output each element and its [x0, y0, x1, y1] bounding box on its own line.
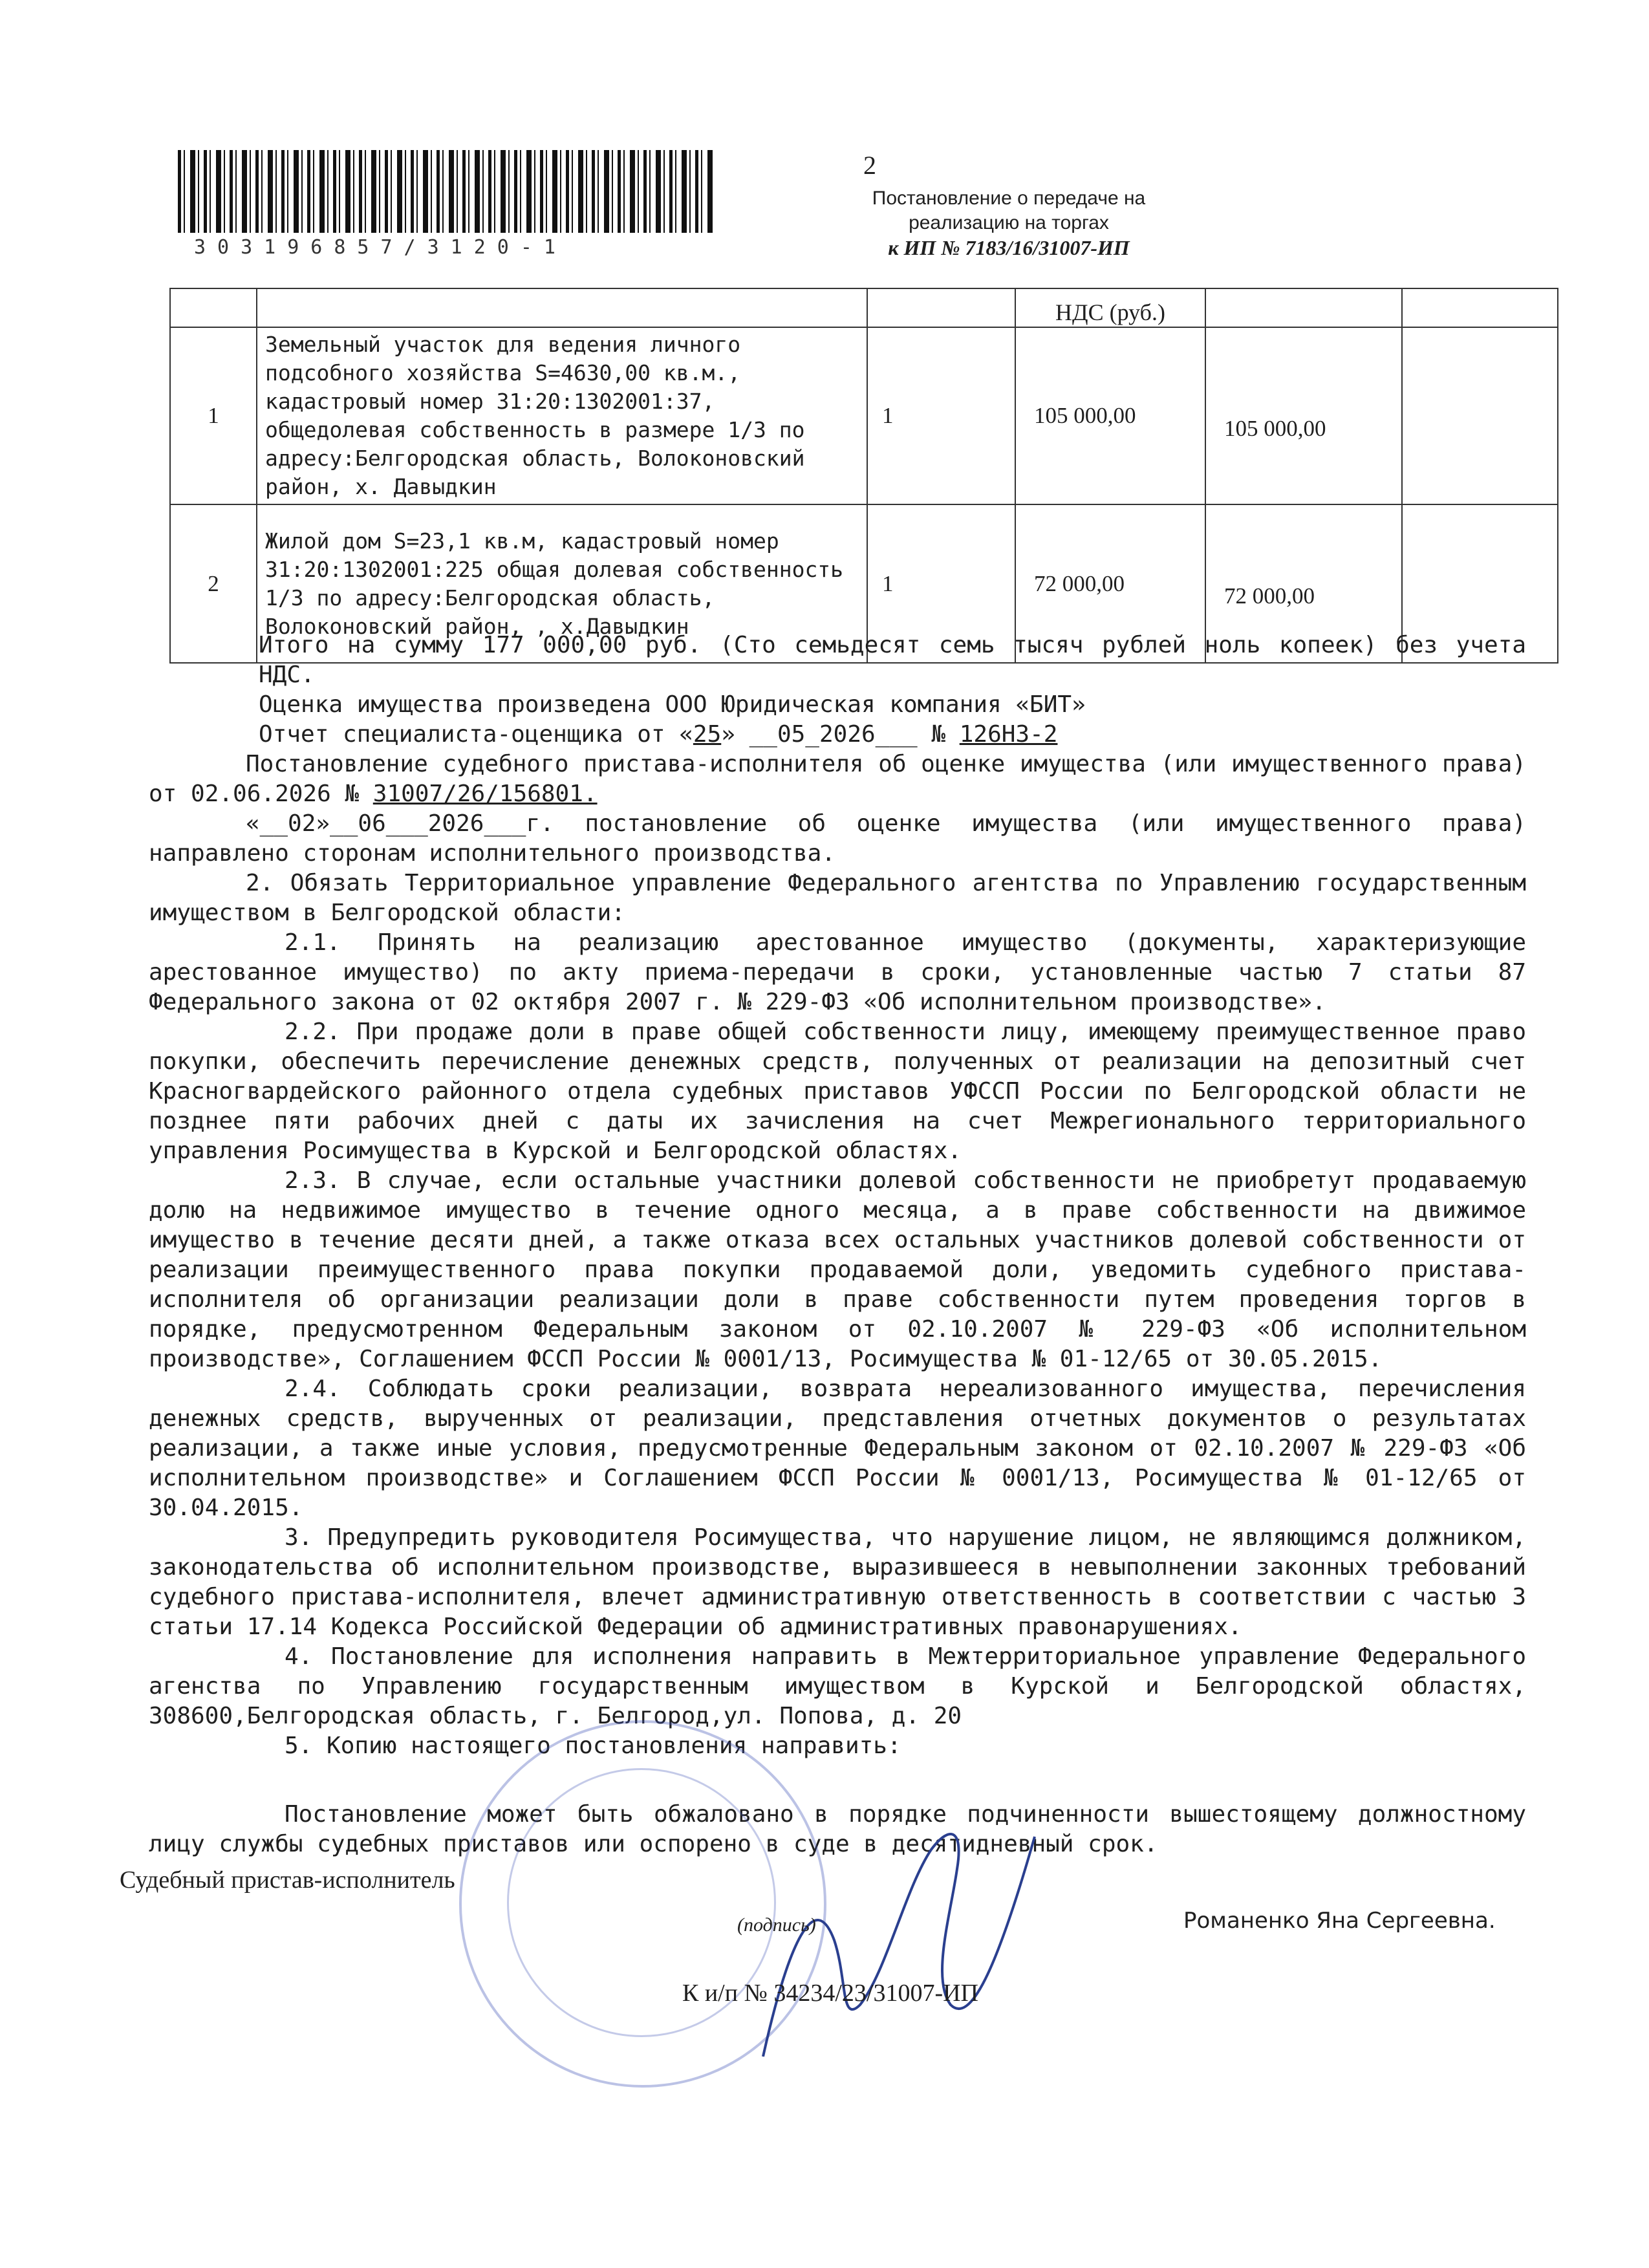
row-total: 72 000,00 — [1205, 504, 1402, 663]
paragraph-2: 2. Обязать Территориальное управление Федерального агентства по Управлению государственным имуществом в Белгородской области: — [149, 870, 1526, 926]
paragraph-2-2: 2.2. При продаже доли в праве общей собственности лицу, имеющему преимущественное право покупки, обеспечить перечисление денежных средств, полученных от реализации на депозитный счет Красногвардейского районного отдела судебных приставов УФССП России по Белгородской области не позднее пяти рабочих дней с даты их зачисления на счет Межрегионального территориального управления Росимущества в Курской и Белгородской областях. — [149, 1019, 1526, 1164]
barcode — [178, 150, 715, 233]
row-price: 72 000,00 — [1015, 504, 1205, 663]
row-price: 105 000,00 — [1015, 327, 1205, 504]
resolution-sent: «__02»__06___2026___г. постановление об оценке имущества (или имущественного права) направлено сторонам исполнительного производства. — [149, 810, 1526, 867]
row-number: 2 — [170, 504, 257, 663]
row-quantity: 1 — [867, 504, 1015, 663]
appeal-notice: Постановление может быть обжаловано в порядке подчиненности вышестоящему должностному лицу службы судебных приставов или оспорено в суде в десятидневный срок. — [149, 1801, 1526, 1857]
report-line: Отчет специалиста-оценщика от «25» __05_2026___ № 126НЗ-2 — [259, 721, 1058, 748]
report-number: 126НЗ-2 — [959, 721, 1058, 748]
signatory-title: Судебный пристав-исполнитель — [120, 1866, 455, 1894]
doc-title-line2: реализацию на торгах — [909, 212, 1109, 233]
paragraph-2-1: 2.1. Принять на реализацию арестованное имущество (документы, характеризующие арестованное имущество) по акту приема-передачи в сроки, установленные частью 7 статьи 87 Федерального закона от 02 октября 2007 г. № 229-ФЗ «Об исполнительном производстве». — [149, 929, 1526, 1015]
row-number: 1 — [170, 327, 257, 504]
signatory-name: Романенко Яна Сергеевна. — [1183, 1908, 1496, 1934]
handwritten-signature — [737, 1811, 1061, 2069]
document-reference — [834, 186, 1183, 260]
doc-ip-number: к ИП № 7183/16/31007-ИП — [888, 236, 1130, 259]
paragraph-3: 3. Предупредить руководителя Росимущества, что нарушение лицом, не являющимся должником, законодательства об исполнительном производстве, выразившееся в невыполнении законных требований судебного пристава-исполнителя, влечет административную ответственность в соответствии с частью 3 статьи 17.14 Кодекса Российской Федерации об административных правонарушениях. — [149, 1524, 1526, 1640]
table-row — [170, 327, 1558, 504]
total-sum: Итого на сумму 177 000,00 руб. (Сто семьдесят семь тысяч рублей ноль копеек) без учета НДС. — [259, 632, 1526, 688]
row-description: Земельный участок для ведения личного подсобного хозяйства S=4630,00 кв.м., кадастровый номер 31:20:1302001:37, общедолевая собственность в размере 1/3 по адресу:Белгородская область, Волоконовский район, х. Давыдкин — [257, 327, 867, 504]
doc-title-line1: Постановление о передаче на — [872, 188, 1146, 209]
document-body — [149, 631, 1526, 1859]
row-total: 105 000,00 — [1205, 327, 1402, 504]
report-day: 25 — [693, 721, 722, 748]
row-quantity: 1 — [867, 327, 1015, 504]
paragraph-5: 5. Копию настоящего постановления направить: — [285, 1733, 901, 1759]
appraiser-line: Оценка имущества произведена ООО Юридическая компания «БИТ» — [259, 691, 1086, 718]
resolution-number: 31007/26/156801. — [372, 781, 598, 807]
paragraph-2-3: 2.3. В случае, если остальные участники долевой собственности не приобретут продаваемую долю на недвижимое имущество в течение одного месяца, а в праве собственности на движимое имущество в течение десяти дней, а также отказа всех остальных участников долевой собственности от реализации преимущественного права покупки продаваемой доли, уведомить судебного пристава-исполнителя об организации реализации доли в праве собственности путем проведения торгов в порядке, предусмотренном Федеральным законом от 02.10.2007 № 229-ФЗ «Об исполнительном производстве», Соглашением ФССП России № 0001/13, Росимущества № 01-12/65 от 30.05.2015. — [149, 1167, 1526, 1372]
table-header-row — [170, 288, 1558, 327]
signature-caption: (подпись) — [737, 1914, 816, 1936]
paragraph-2-4: 2.4. Соблюдать сроки реализации, возврата нереализованного имущества, перечисления денежных средств, вырученных от реализации, представления отчетных документов о результатах реализации, а также иные условия, предусмотренные Федеральным законом от 02.10.2007 № 229-ФЗ «Об исполнительном производстве» и Соглашением ФССП России № 0001/13, Росимущества № 01-12/65 от 30.04.2015. — [149, 1376, 1526, 1521]
paragraph-4: 4. Постановление для исполнения направить в Межтерриториальное управление Федерального агенства по Управлению государственным имуществом в Курской и Белгородской областях, 308600,Белгородская область, г. Белгород,ул. Попова, д. 20 — [149, 1643, 1526, 1729]
row-description: Жилой дом S=23,1 кв.м, кадастровый номер 31:20:1302001:225 общая долевая собственность 1/3 по адресу:Белгородская область, Волоконовский район, , х.Давыдкин — [257, 504, 867, 663]
resolution-line: Постановление судебного пристава-исполнителя об оценке имущества (или имущественного права) от 02.06.2026 № 31007/26/156801. — [149, 751, 1526, 807]
barcode-number: 303196857/3120-1 — [194, 236, 567, 259]
page-number: 2 — [863, 151, 876, 180]
enforcement-reference: К и/п № 34234/23/31007-ИП — [682, 1980, 978, 2007]
vat-header: НДС (руб.) — [1015, 288, 1205, 327]
property-table — [169, 288, 1558, 664]
